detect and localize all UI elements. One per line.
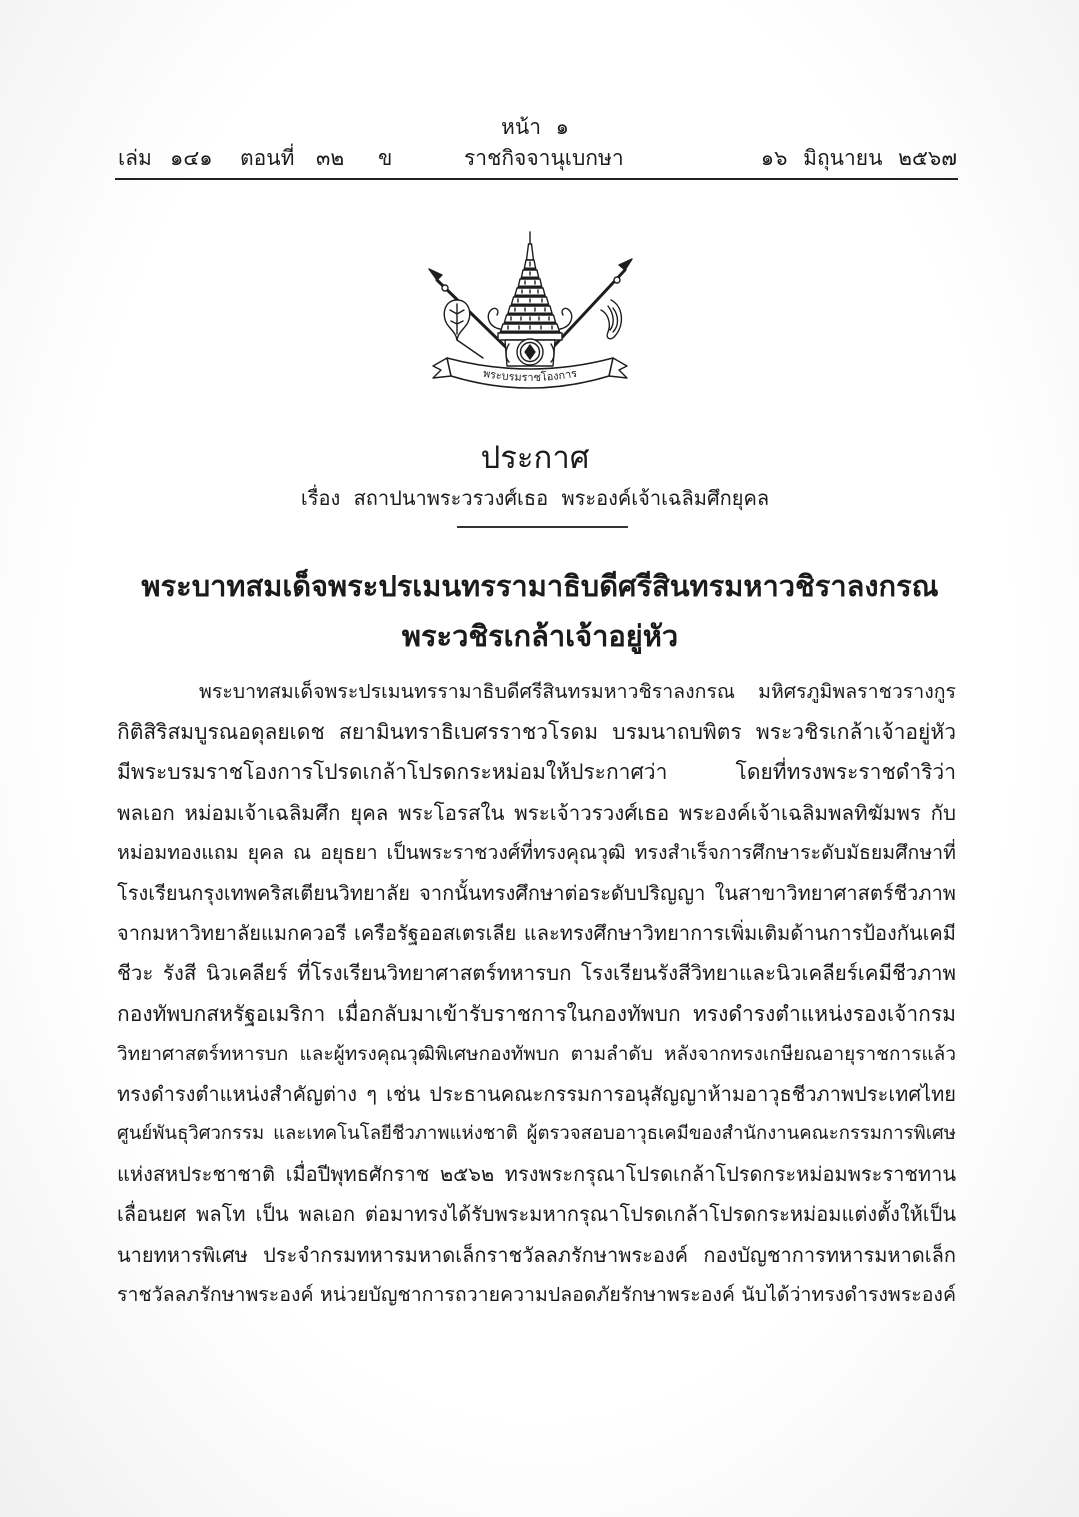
body-line: มีพระบรมราชโองการโปรดเกล้าโปรดกระหม่อมให้ประกาศว่า โดยที่ทรงพระราชดำริว่า <box>117 760 956 785</box>
body-line: กิติสิริสมบูรณอดุลยเดช สยามินทราธิเบศรราชวโรดม บรมนาถบพิตร พระวชิรเกล้าเจ้าอยู่หัว <box>117 720 956 745</box>
royal-emblem-icon <box>425 230 635 395</box>
body-line: พระบาทสมเด็จพระปรเมนทรรามาธิบดีศรีสินทรมหาวชิราลงกรณ มหิศรภูมิพลราชวรางกูร <box>199 680 956 703</box>
body-line: เลื่อนยศ พลโท เป็น พลเอก ต่อมาทรงได้รับพระมหากรุณาโปรดเกล้าโปรดกระหม่อมแต่งตั้งให้เป็น <box>117 1202 956 1227</box>
publication-name: ราชกิจจานุเบกษา <box>464 146 624 170</box>
body-line: ราชวัลลภรักษาพระองค์ หน่วยบัญชาการถวายความปลอดภัยรักษาพระองค์ นับได้ว่าทรงดำรงพระองค์ <box>117 1282 956 1306</box>
issue-label: ตอนที่ <box>240 146 295 170</box>
publication-date: ๑๖ มิถุนายน ๒๕๖๗ <box>760 146 957 170</box>
body-line: ชีวะ รังสี นิวเคลียร์ ที่โรงเรียนวิทยาศาสตร์ทหารบก โรงเรียนรังสีวิทยาและนิวเคลียร์เคมีชีวภาพ <box>117 961 956 986</box>
page-number: หน้า ๑ <box>501 115 569 139</box>
body-line: ทรงดำรงตำแหน่งสำคัญต่าง ๆ เช่น ประธานคณะกรรมการอนุสัญญาห้ามอาวุธชีวภาพประเทศไทย <box>117 1081 956 1106</box>
announcement-body <box>117 672 956 1315</box>
body-line: หม่อมทองแถม ยุคล ณ อยุธยา เป็นพระราชวงศ์ที่ทรงคุณวุฒิ ทรงสำเร็จการศึกษาระดับมัธยมศึกษาที่ <box>117 840 956 864</box>
announcement-subject: เรื่อง สถาปนาพระวรวงศ์เธอ พระองค์เจ้าเฉลิมศึกยุคล <box>300 486 770 510</box>
body-line: วิทยาศาสตร์ทหารบก และผู้ทรงคุณวุฒิพิเศษกองทัพบก ตามลำดับ หลังจากทรงเกษียณอายุราชการแล้ว <box>117 1042 956 1065</box>
body-line: จากมหาวิทยาลัยแมกควอรี เครือรัฐออสเตรเลีย และทรงศึกษาวิทยาการเพิ่มเติมด้านการป้องกันเคมี <box>117 921 956 946</box>
body-line: ศูนย์พันธุวิศวกรรม และเทคโนโลยีชีวภาพแห่งชาติ ผู้ตรวจสอบอาวุธเคมีของสำนักงานคณะกรรมการพิเศษ <box>117 1123 956 1145</box>
volume-number: ๑๔๑ <box>170 146 213 170</box>
body-line: แห่งสหประชาชาติ เมื่อปีพุทธศักราช ๒๕๖๒ ทรงพระกรุณาโปรดเกล้าโปรดกระหม่อมพระราชทาน <box>117 1162 956 1187</box>
royal-title-line: พระบาทสมเด็จพระปรเมนทรรามาธิบดีศรีสินทรมหาวชิราลงกรณ <box>141 569 939 603</box>
section-letter: ข <box>378 146 393 170</box>
emblem-motto: พระบรมราชโองการ <box>482 366 579 385</box>
volume-label: เล่ม <box>118 146 152 170</box>
issue-number: ๓๒ <box>316 146 345 170</box>
title-divider <box>457 526 628 528</box>
body-line: พลเอก หม่อมเจ้าเฉลิมศึก ยุคล พระโอรสใน พระเจ้าวรวงศ์เธอ พระองค์เจ้าเฉลิมพลทิฆัมพร กับ <box>117 800 956 825</box>
body-line: นายทหารพิเศษ ประจำกรมทหารมหาดเล็กราชวัลลภรักษาพระองค์ กองบัญชาการทหารมหาดเล็ก <box>117 1242 956 1267</box>
header-divider <box>115 178 958 180</box>
body-line: กองทัพบกสหรัฐอเมริกา เมื่อกลับมาเข้ารับราชการในกองทัพบก ทรงดำรงตำแหน่งรองเจ้ากรม <box>117 1001 956 1026</box>
body-line: โรงเรียนกรุงเทพคริสเตียนวิทยาลัย จากนั้นทรงศึกษาต่อระดับปริญญา ในสาขาวิทยาศาสตร์ชีวภาพ <box>117 880 956 905</box>
royal-title-line: พระวชิรเกล้าเจ้าอยู่หัว <box>401 619 679 653</box>
announcement-title: ประกาศ <box>480 440 590 476</box>
